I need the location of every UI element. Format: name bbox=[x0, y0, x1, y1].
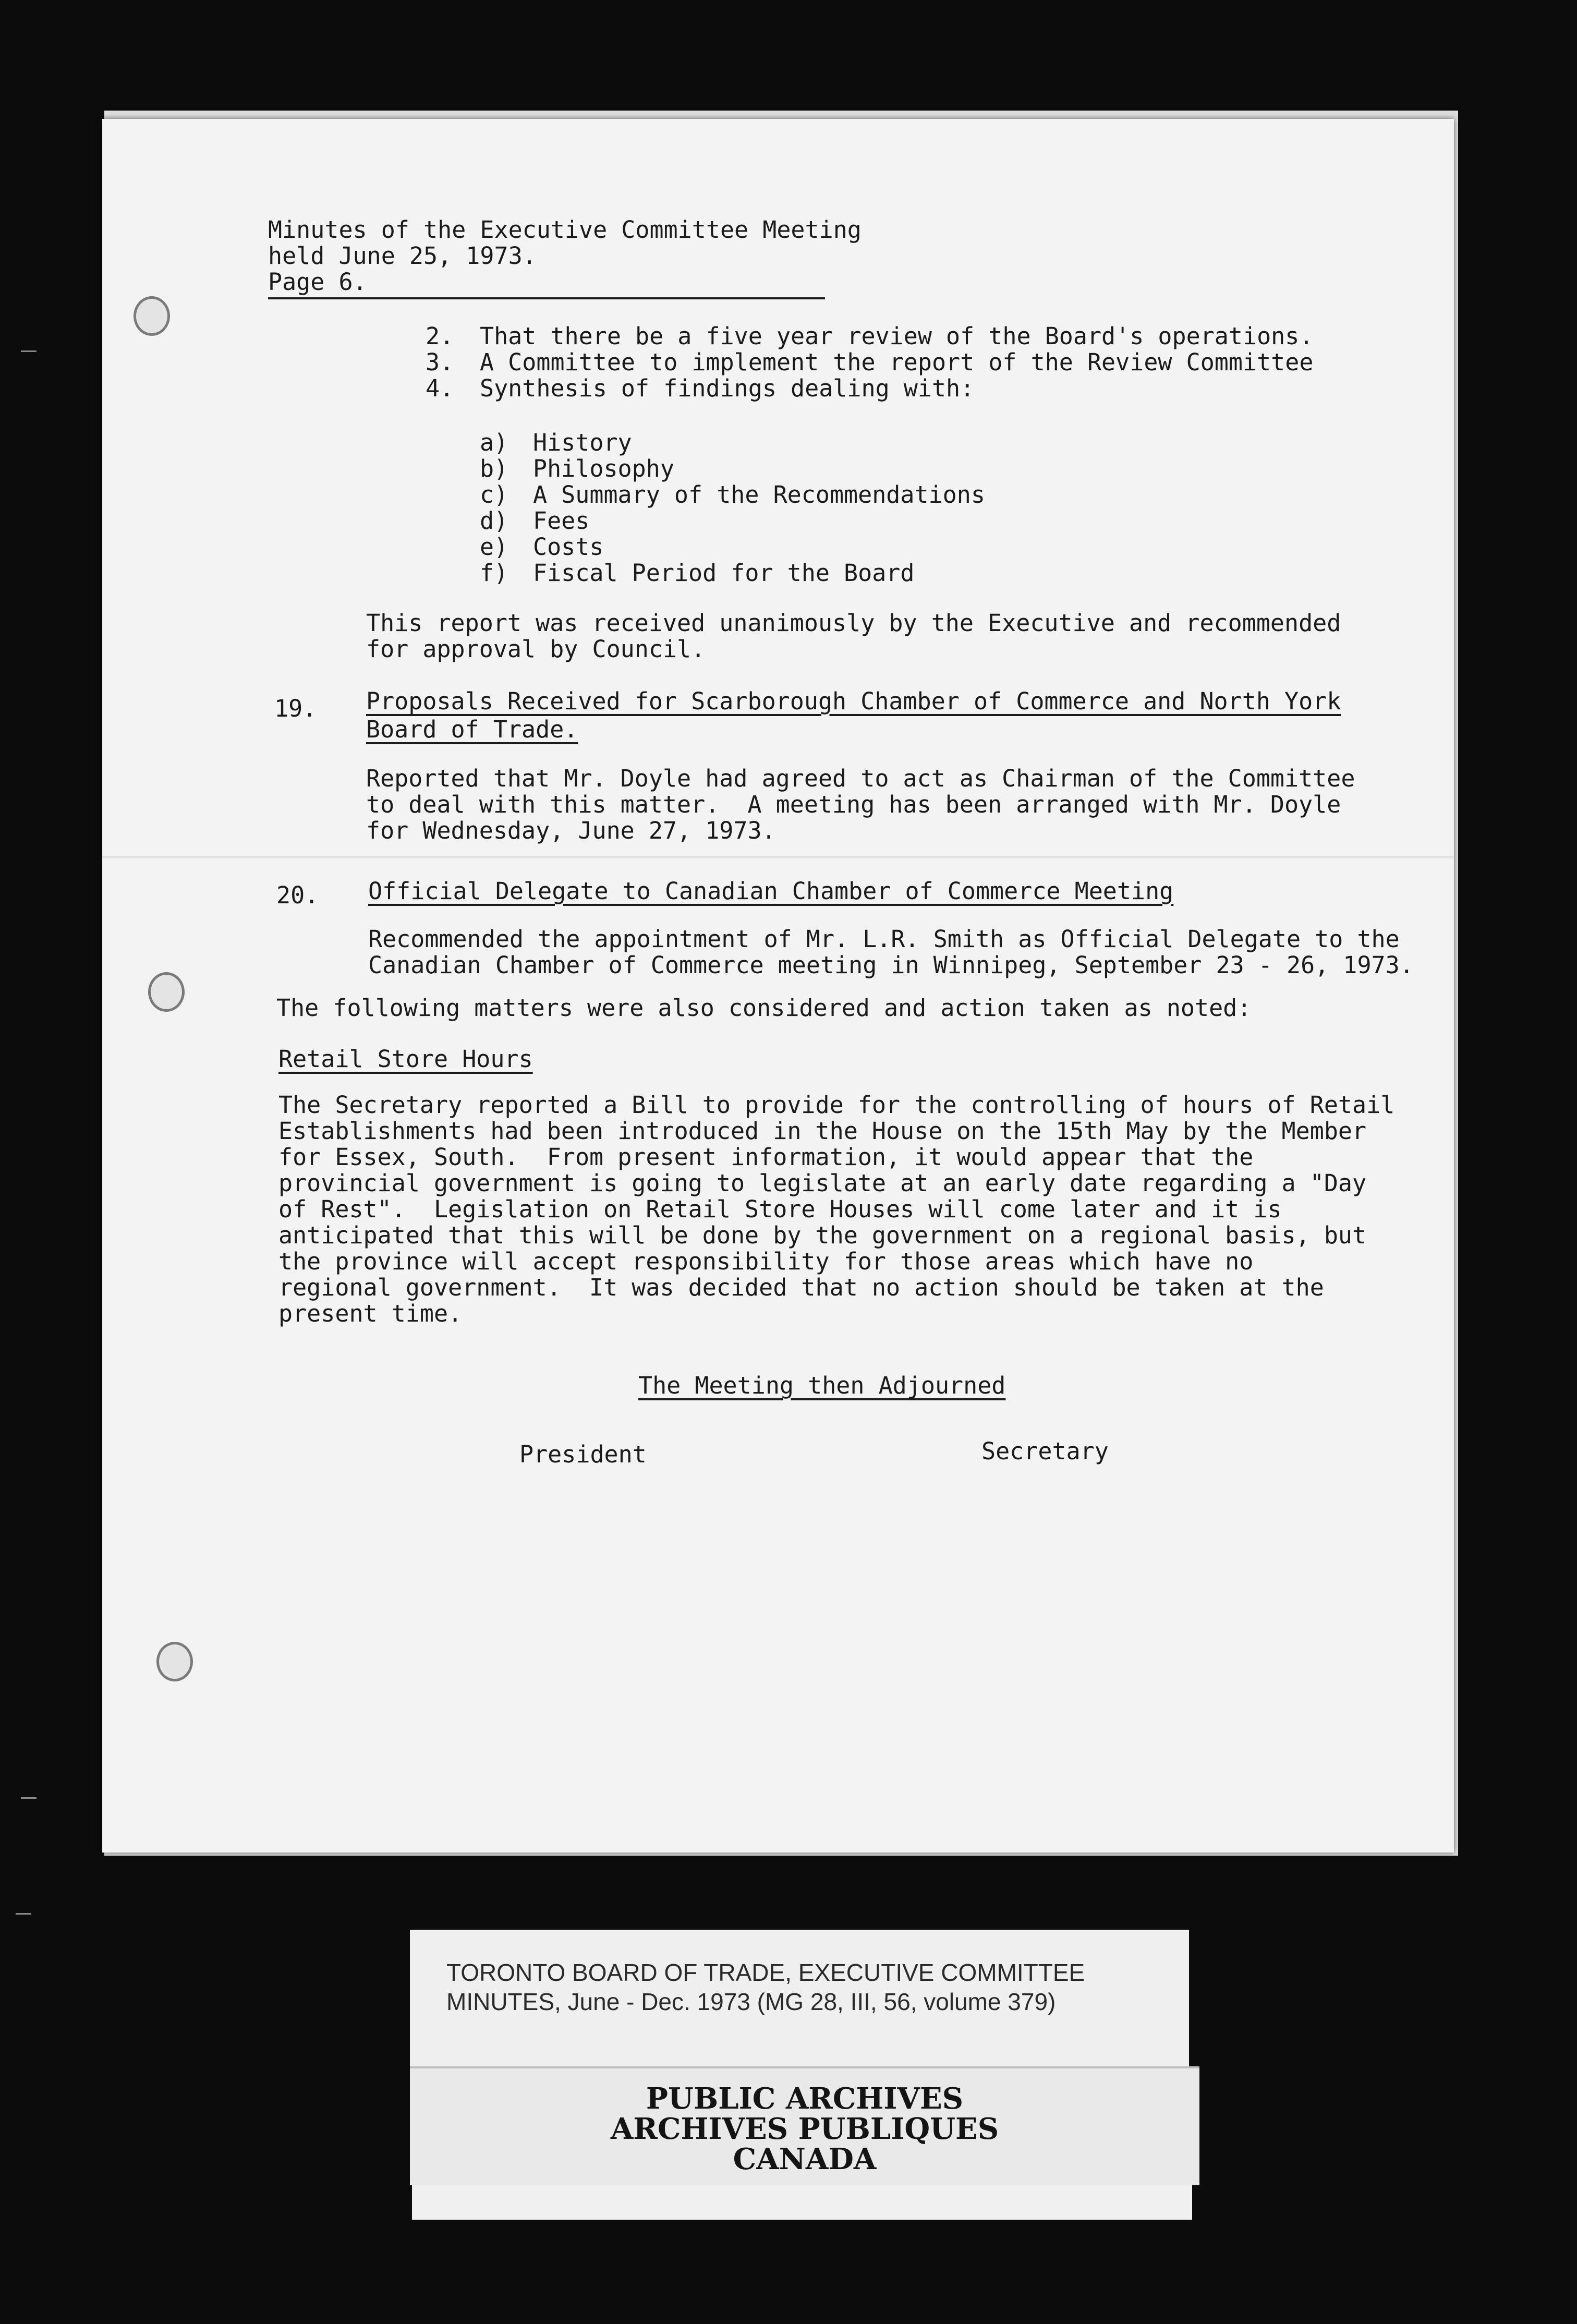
archive-stamp-line: CANADA bbox=[733, 2142, 877, 2176]
retail-body-line: of Rest". Legislation on Retail Store Houses will come later and it is bbox=[278, 1195, 1282, 1223]
archive-card-bottom-strip bbox=[412, 2185, 1192, 2220]
sub-item-text: Fees bbox=[533, 507, 590, 535]
item-text: A Committee to implement the report of the Review Committee bbox=[480, 348, 1314, 376]
section-body-line: for Wednesday, June 27, 1973. bbox=[366, 817, 776, 844]
retail-body-line: present time. bbox=[278, 1300, 463, 1327]
signature-secretary: Secretary bbox=[981, 1437, 1109, 1465]
item-text: Synthesis of findings dealing with: bbox=[480, 374, 975, 402]
retail-body-line: Establishments had been introduced in the House on the 15th May by the Member bbox=[278, 1117, 1367, 1145]
archive-collection-label bbox=[410, 1930, 1189, 2069]
section-title-line: Proposals Received for Scarborough Chamber of Commerce and North York bbox=[366, 687, 1341, 715]
page-fold-line bbox=[102, 856, 1454, 858]
sub-item-letter: a) bbox=[480, 429, 508, 456]
section-body-line: Reported that Mr. Doyle had agreed to act as Chairman of the Committee bbox=[366, 765, 1355, 792]
punch-hole-top bbox=[134, 296, 170, 336]
document-page bbox=[102, 119, 1454, 1853]
film-margin-mark bbox=[21, 350, 37, 352]
item-number: 3. bbox=[426, 348, 454, 376]
archive-stamp-card bbox=[410, 2066, 1199, 2185]
archive-label-line: MINUTES, June - Dec. 1973 (MG 28, III, 56, volume 379) bbox=[446, 1988, 1056, 2015]
punch-hole-bottom bbox=[156, 1642, 193, 1681]
also-considered-line: The following matters were also considered and action taken as noted: bbox=[276, 994, 1252, 1022]
retail-body-line: the province will accept responsibility for those areas which have no bbox=[278, 1248, 1254, 1275]
item-number: 2. bbox=[426, 322, 454, 350]
section-title-line: Board of Trade. bbox=[366, 716, 578, 743]
section-body-line: Canadian Chamber of Commerce meeting in Winnipeg, September 23 - 26, 1973. bbox=[368, 951, 1414, 979]
archive-stamp-line: PUBLIC ARCHIVES bbox=[646, 2081, 964, 2116]
punch-hole-middle bbox=[148, 972, 185, 1012]
retail-body-line: for Essex, South. From present information, it would appear that the bbox=[278, 1143, 1254, 1171]
section-body-line: Recommended the appointment of Mr. L.R. Smith as Official Delegate to the bbox=[368, 925, 1400, 953]
retail-body-line: The Secretary reported a Bill to provide for the controlling of hours of Retail bbox=[278, 1091, 1395, 1119]
section-number: 19. bbox=[274, 695, 317, 722]
archive-stamp-line: ARCHIVES PUBLIQUES bbox=[610, 2112, 999, 2146]
sub-item-letter: b) bbox=[480, 455, 508, 482]
report-paragraph-line: This report was received unanimously by the Executive and recommended bbox=[366, 609, 1341, 637]
header-title: Minutes of the Executive Committee Meeting bbox=[268, 216, 862, 244]
sub-item-letter: e) bbox=[480, 533, 508, 561]
retail-body-line: regional government. It was decided that no action should be taken at the bbox=[278, 1274, 1324, 1301]
retail-section-title: Retail Store Hours bbox=[278, 1045, 533, 1073]
header-date: held June 25, 1973. bbox=[268, 242, 537, 270]
item-number: 4. bbox=[426, 374, 454, 402]
sub-item-text: History bbox=[533, 429, 632, 456]
section-number: 20. bbox=[276, 881, 319, 909]
adjourned-line: The Meeting then Adjourned bbox=[638, 1372, 1006, 1399]
film-margin-mark bbox=[16, 1913, 31, 1915]
sub-item-text: Costs bbox=[533, 533, 604, 561]
sub-item-letter: f) bbox=[480, 559, 508, 587]
header-rule bbox=[268, 297, 825, 299]
retail-body-line: anticipated that this will be done by the government on a regional basis, but bbox=[278, 1221, 1367, 1249]
archive-label-line: TORONTO BOARD OF TRADE, EXECUTIVE COMMITTEE bbox=[446, 1959, 1085, 1986]
sub-item-text: Philosophy bbox=[533, 455, 674, 482]
retail-body-line: provincial government is going to legislate at an early date regarding a "Day bbox=[278, 1169, 1367, 1197]
item-text: That there be a five year review of the Board's operations. bbox=[480, 322, 1314, 350]
sub-item-letter: c) bbox=[480, 481, 508, 509]
signature-president: President bbox=[519, 1441, 647, 1468]
section-body-line: to deal with this matter. A meeting has been arranged with Mr. Doyle bbox=[366, 791, 1341, 818]
sub-item-text: A Summary of the Recommendations bbox=[533, 481, 985, 509]
section-title-line: Official Delegate to Canadian Chamber of Commerce Meeting bbox=[368, 877, 1174, 905]
sub-item-letter: d) bbox=[480, 507, 508, 535]
report-paragraph-line: for approval by Council. bbox=[366, 635, 706, 663]
header-page: Page 6. bbox=[268, 268, 367, 296]
film-margin-mark bbox=[21, 1797, 37, 1799]
sub-item-text: Fiscal Period for the Board bbox=[533, 559, 915, 587]
